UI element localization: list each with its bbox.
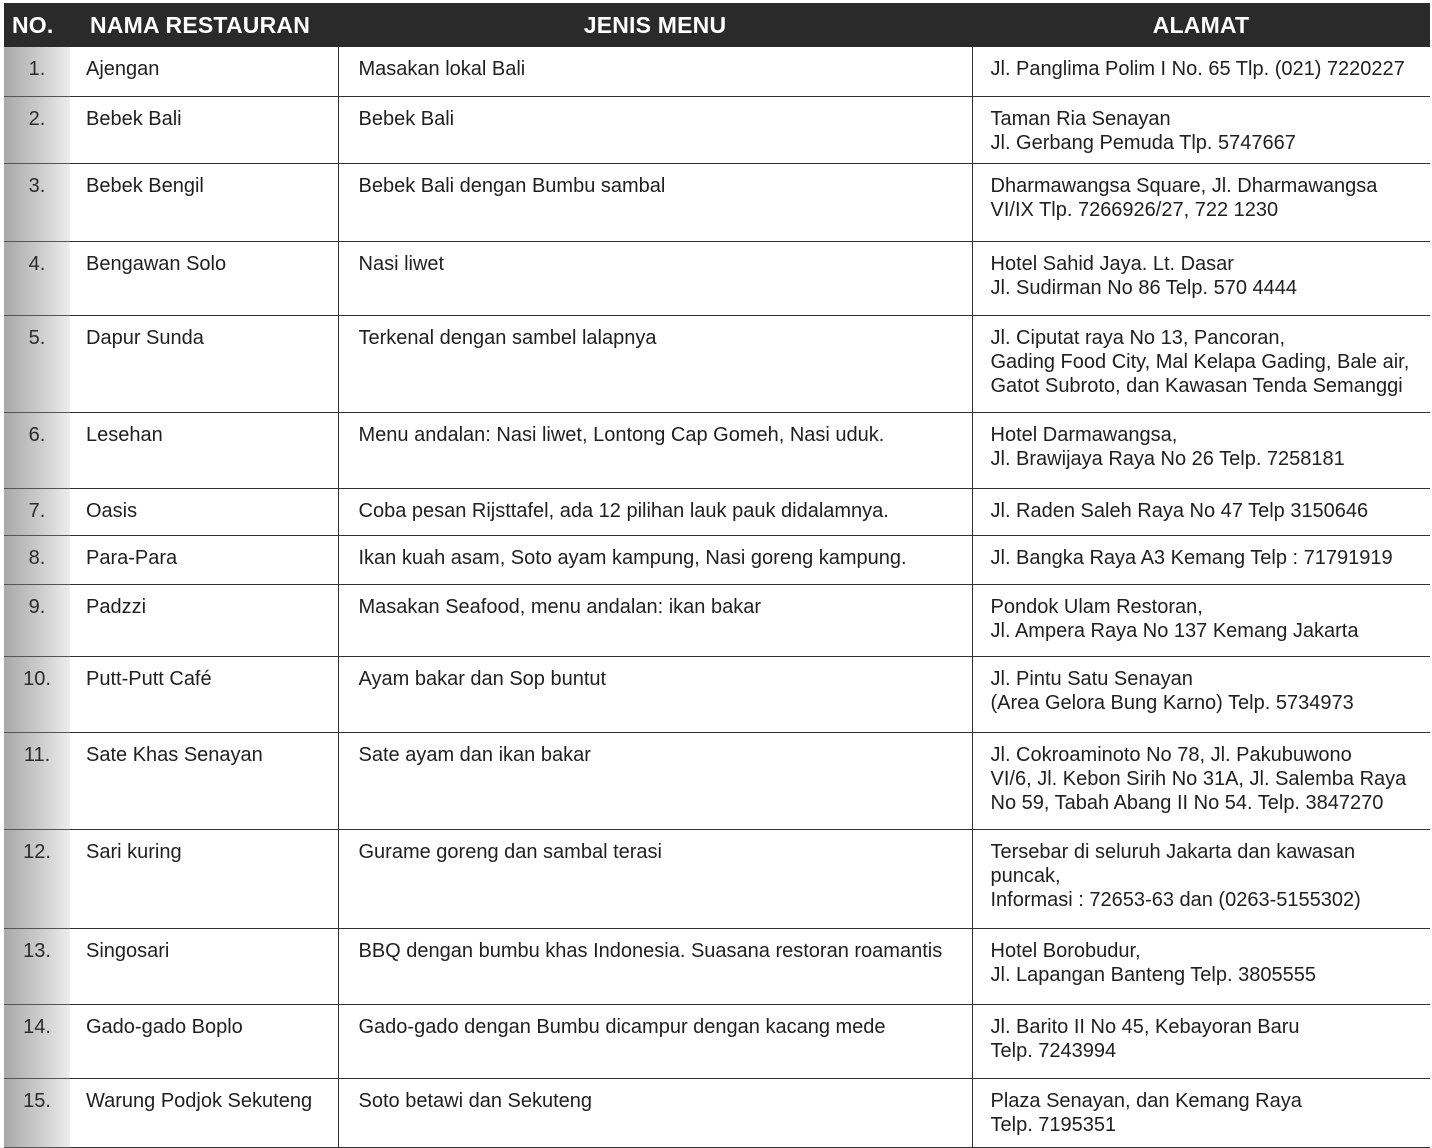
header-no: NO. bbox=[4, 3, 70, 47]
address-line: Tersebar di seluruh Jakarta dan kawasan bbox=[990, 840, 1356, 863]
address-line: Jl. Lapangan Banteng Telp. 3805555 bbox=[990, 963, 1316, 986]
row-number: 12. bbox=[4, 829, 70, 928]
restaurant-address bbox=[972, 241, 1430, 315]
table-row bbox=[4, 1004, 1430, 1078]
address-line: (Area Gelora Bung Karno) Telp. 5734973 bbox=[990, 691, 1354, 714]
address-line: Telp. 7195351 bbox=[990, 1113, 1117, 1136]
table-row bbox=[4, 656, 1430, 732]
table-row bbox=[4, 412, 1430, 488]
header-row bbox=[4, 3, 1430, 47]
menu-description: Soto betawi dan Sekuteng bbox=[338, 1078, 972, 1147]
restaurant-name: Singosari bbox=[70, 928, 338, 1004]
address-line: Jl. Pintu Satu Senayan bbox=[990, 667, 1193, 690]
address-line: Hotel Sahid Jaya. Lt. Dasar bbox=[990, 252, 1234, 275]
address-line: Gading Food City, Mal Kelapa Gading, Bale air, bbox=[990, 350, 1410, 373]
restaurant-address bbox=[972, 656, 1430, 732]
restaurant-address bbox=[972, 412, 1430, 488]
menu-description: Gurame goreng dan sambal terasi bbox=[338, 829, 972, 928]
table-row bbox=[4, 928, 1430, 1004]
address-line: Pondok Ulam Restoran, bbox=[990, 595, 1203, 618]
menu-description: Masakan Seafood, menu andalan: ikan bakar bbox=[338, 584, 972, 656]
restaurant-address bbox=[972, 584, 1430, 656]
restaurant-address bbox=[972, 163, 1430, 241]
table-body bbox=[4, 47, 1430, 1147]
address-line: Jl. Raden Saleh Raya No 47 Telp 3150646 bbox=[990, 499, 1369, 522]
menu-description: Ikan kuah asam, Soto ayam kampung, Nasi goreng kampung. bbox=[338, 535, 972, 584]
restaurant-address bbox=[972, 47, 1430, 96]
row-number: 2. bbox=[4, 96, 70, 163]
restaurant-name: Padzzi bbox=[70, 584, 338, 656]
restaurant-name: Ajengan bbox=[70, 47, 338, 96]
restaurant-name: Lesehan bbox=[70, 412, 338, 488]
address-line: Jl. Bangka Raya A3 Kemang Telp : 71791919 bbox=[990, 546, 1393, 569]
menu-description: Gado-gado dengan Bumbu dicampur dengan kacang mede bbox=[338, 1004, 972, 1078]
restaurant-address bbox=[972, 1004, 1430, 1078]
restaurant-name: Bengawan Solo bbox=[70, 241, 338, 315]
table-row bbox=[4, 241, 1430, 315]
restaurant-address bbox=[972, 829, 1430, 928]
menu-description: Bebek Bali bbox=[338, 96, 972, 163]
menu-description: Nasi liwet bbox=[338, 241, 972, 315]
row-number: 14. bbox=[4, 1004, 70, 1078]
table-row bbox=[4, 732, 1430, 829]
table-row bbox=[4, 163, 1430, 241]
menu-description: BBQ dengan bumbu khas Indonesia. Suasana restoran roamantis bbox=[338, 928, 972, 1004]
menu-description: Coba pesan Rijsttafel, ada 12 pilihan lauk pauk didalamnya. bbox=[338, 488, 972, 535]
address-line: Jl. Ampera Raya No 137 Kemang Jakarta bbox=[990, 619, 1359, 642]
address-line: Jl. Cokroaminoto No 78, Jl. Pakubuwono bbox=[990, 743, 1352, 766]
restaurant-address bbox=[972, 535, 1430, 584]
restaurant-address bbox=[972, 488, 1430, 535]
address-line: Dharmawangsa Square, Jl. Dharmawangsa bbox=[990, 174, 1378, 197]
address-line: Jl. Brawijaya Raya No 26 Telp. 7258181 bbox=[990, 447, 1345, 470]
restaurant-address bbox=[972, 928, 1430, 1004]
address-line: No 59, Tabah Abang II No 54. Telp. 3847270 bbox=[990, 791, 1384, 814]
restaurant-name: Sari kuring bbox=[70, 829, 338, 928]
address-line: Jl. Barito II No 45, Kebayoran Baru bbox=[990, 1015, 1300, 1038]
table-row bbox=[4, 315, 1430, 412]
address-line: puncak, bbox=[990, 864, 1061, 887]
menu-description: Menu andalan: Nasi liwet, Lontong Cap Gomeh, Nasi uduk. bbox=[338, 412, 972, 488]
restaurant-name: Putt-Putt Café bbox=[70, 656, 338, 732]
address-line: Jl. Ciputat raya No 13, Pancoran, bbox=[990, 326, 1286, 349]
restaurant-name: Bebek Bali bbox=[70, 96, 338, 163]
address-line: Hotel Darmawangsa, bbox=[990, 423, 1178, 446]
row-number: 3. bbox=[4, 163, 70, 241]
restaurant-name: Warung Podjok Sekuteng bbox=[70, 1078, 338, 1147]
row-number: 9. bbox=[4, 584, 70, 656]
menu-description: Masakan lokal Bali bbox=[338, 47, 972, 96]
address-line: VI/IX Tlp. 7266926/27, 722 1230 bbox=[990, 198, 1279, 221]
address-line: VI/6, Jl. Kebon Sirih No 31A, Jl. Salemba Raya bbox=[990, 767, 1407, 790]
row-number: 15. bbox=[4, 1078, 70, 1147]
row-number: 1. bbox=[4, 47, 70, 96]
table-header bbox=[4, 3, 1430, 47]
address-line: Plaza Senayan, dan Kemang Raya bbox=[990, 1089, 1302, 1112]
restaurant-address bbox=[972, 1078, 1430, 1147]
menu-description: Terkenal dengan sambel lalapnya bbox=[338, 315, 972, 412]
row-number: 10. bbox=[4, 656, 70, 732]
row-number: 11. bbox=[4, 732, 70, 829]
row-number: 13. bbox=[4, 928, 70, 1004]
table-row bbox=[4, 47, 1430, 96]
menu-description: Sate ayam dan ikan bakar bbox=[338, 732, 972, 829]
restaurant-name: Bebek Bengil bbox=[70, 163, 338, 241]
restaurant-address bbox=[972, 96, 1430, 163]
table-row bbox=[4, 96, 1430, 163]
restaurant-address bbox=[972, 732, 1430, 829]
table-row bbox=[4, 829, 1430, 928]
address-line: Taman Ria Senayan bbox=[990, 107, 1171, 130]
address-line: Jl. Sudirman No 86 Telp. 570 4444 bbox=[990, 276, 1297, 299]
address-line: Telp. 7243994 bbox=[990, 1039, 1117, 1062]
header-restaurant-name: NAMA RESTAURAN bbox=[70, 3, 338, 47]
restaurant-name: Oasis bbox=[70, 488, 338, 535]
address-line: Jl. Gerbang Pemuda Tlp. 5747667 bbox=[990, 131, 1296, 154]
row-number: 7. bbox=[4, 488, 70, 535]
address-line: Gatot Subroto, dan Kawasan Tenda Semanggi bbox=[990, 374, 1403, 397]
row-number: 4. bbox=[4, 241, 70, 315]
row-number: 8. bbox=[4, 535, 70, 584]
header-address: ALAMAT bbox=[972, 3, 1430, 47]
table-row bbox=[4, 488, 1430, 535]
restaurant-name: Gado-gado Boplo bbox=[70, 1004, 338, 1078]
table-row bbox=[4, 1078, 1430, 1147]
restaurant-name: Sate Khas Senayan bbox=[70, 732, 338, 829]
restaurant-name: Dapur Sunda bbox=[70, 315, 338, 412]
menu-description: Bebek Bali dengan Bumbu sambal bbox=[338, 163, 972, 241]
address-line: Jl. Panglima Polim I No. 65 Tlp. (021) 7220227 bbox=[990, 58, 1405, 80]
address-line: Informasi : 72653-63 dan (0263-5155302) bbox=[990, 888, 1361, 911]
row-number: 6. bbox=[4, 412, 70, 488]
restaurant-address bbox=[972, 315, 1430, 412]
menu-description: Ayam bakar dan Sop buntut bbox=[338, 656, 972, 732]
address-line: Hotel Borobudur, bbox=[990, 939, 1141, 962]
table-row bbox=[4, 584, 1430, 656]
header-menu-type: JENIS MENU bbox=[338, 3, 972, 47]
restaurant-name: Para-Para bbox=[70, 535, 338, 584]
restaurant-table bbox=[4, 3, 1430, 1148]
row-number: 5. bbox=[4, 315, 70, 412]
table-row bbox=[4, 535, 1430, 584]
